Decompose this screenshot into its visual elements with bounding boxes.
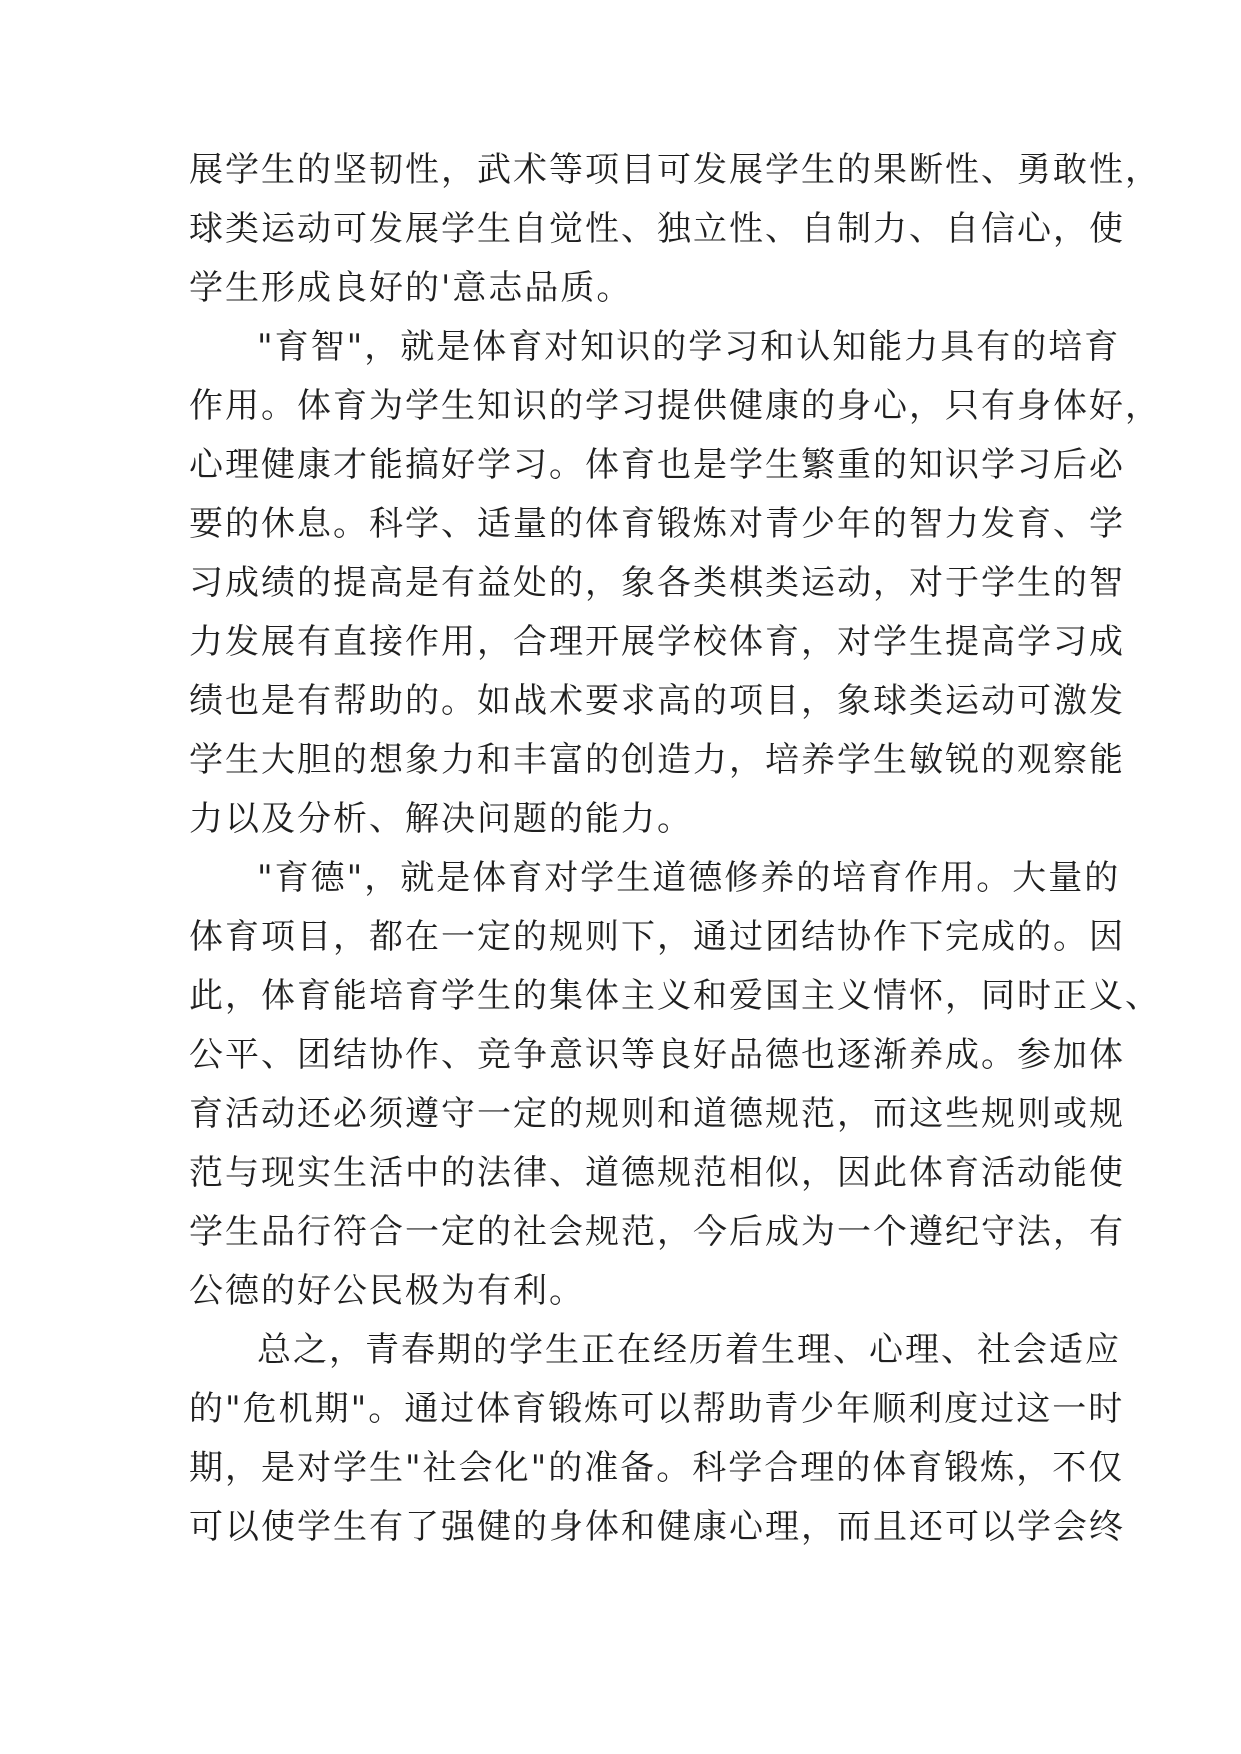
text-line: 心理健康才能搞好学习。体育也是学生繁重的知识学习后必 <box>189 445 1125 485</box>
paragraph-start-line: "育德"，就是体育对学生道德修养的培育作用。大量的 <box>257 858 1121 898</box>
text-line: 作用。体育为学生知识的学习提供健康的身心，只有身体好， <box>189 386 1161 426</box>
text-line: 体育项目，都在一定的规则下，通过团结协作下完成的。因 <box>189 917 1125 957</box>
text-line: 公德的好公民极为有利。 <box>189 1271 585 1311</box>
text-line: 学生大胆的想象力和丰富的创造力，培养学生敏锐的观察能 <box>189 740 1125 780</box>
paragraph-start-line: 总之，青春期的学生正在经历着生理、心理、社会适应 <box>257 1330 1121 1370</box>
text-line: 球类运动可发展学生自觉性、独立性、自制力、自信心，使 <box>189 209 1125 249</box>
paragraph-start-line: "育智"，就是体育对知识的学习和认知能力具有的培育 <box>257 327 1121 367</box>
text-line: 习成绩的提高是有益处的，象各类棋类运动，对于学生的智 <box>189 563 1125 603</box>
text-line: 绩也是有帮助的。如战术要求高的项目，象球类运动可激发 <box>189 681 1125 721</box>
text-line: 育活动还必须遵守一定的规则和道德规范，而这些规则或规 <box>189 1094 1125 1134</box>
text-line: 学生品行符合一定的社会规范，今后成为一个遵纪守法，有 <box>189 1212 1125 1252</box>
text-line: 力以及分析、解决问题的能力。 <box>189 799 693 839</box>
text-line: 可以使学生有了强健的身体和健康心理，而且还可以学会终 <box>189 1507 1125 1547</box>
text-line: 公平、团结协作、竞争意识等良好品德也逐渐养成。参加体 <box>189 1035 1125 1075</box>
text-line: 学生形成良好的'意志品质。 <box>189 268 633 308</box>
text-line: 力发展有直接作用，合理开展学校体育，对学生提高学习成 <box>189 622 1125 662</box>
text-line: 范与现实生活中的法律、道德规范相似，因此体育活动能使 <box>189 1153 1125 1193</box>
text-line: 此，体育能培育学生的集体主义和爱国主义情怀，同时正义、 <box>189 976 1161 1016</box>
text-line: 要的休息。科学、适量的体育锻炼对青少年的智力发育、学 <box>189 504 1125 544</box>
body-text <box>189 145 1161 1553</box>
text-line: 展学生的坚韧性，武术等项目可发展学生的果断性、勇敢性， <box>189 150 1161 190</box>
text-line: 的"危机期"。通过体育锻炼可以帮助青少年顺利度过这一时 <box>189 1389 1125 1429</box>
text-line: 期，是对学生"社会化"的准备。科学合理的体育锻炼，不仅 <box>189 1448 1125 1488</box>
